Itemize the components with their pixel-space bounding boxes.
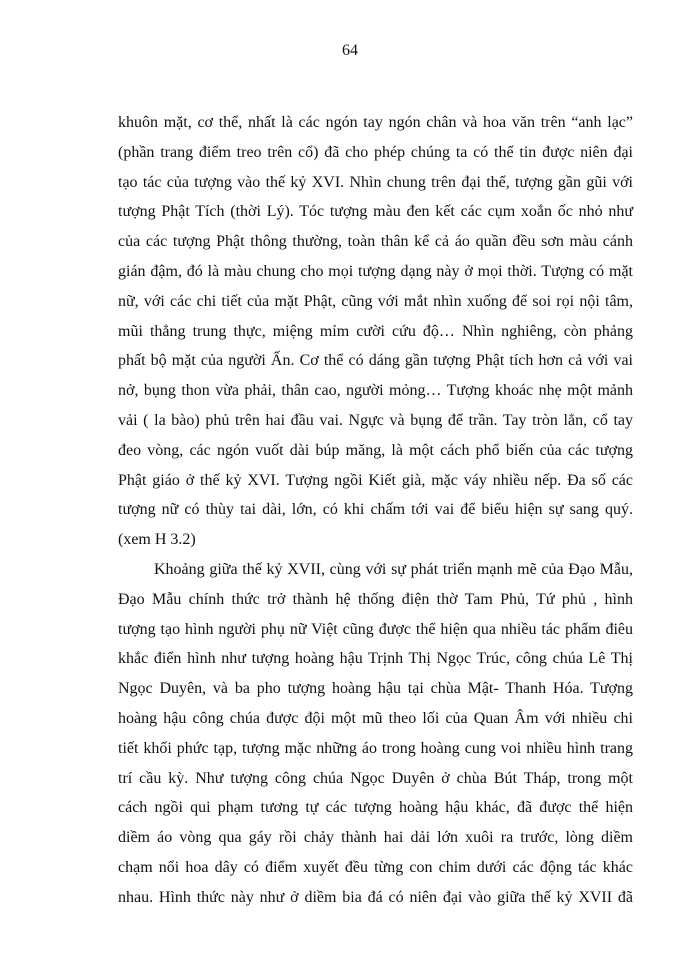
text-line: Khoảng giữa thế kỷ XVII, cùng với sự phát triển mạnh mẽ của Đạo Mẫu, xyxy=(154,560,633,578)
text-line: nhau. Hình thức này như ở diềm bia đá có niên đại vào giữa thế kỷ XVII đã xyxy=(118,888,633,906)
text-line: khắc điển hình như tượng hoàng hậu Trịnh Thị Ngọc Trúc, công chúa Lê Thị xyxy=(118,650,633,668)
text-line: nữ, với các chi tiết của mặt Phật, cũng với mắt nhìn xuống để soi rọi nội tâm, xyxy=(118,292,633,310)
page-number: 64 xyxy=(342,42,358,59)
text-line: tượng Phật Tích (thời Lý). Tóc tượng màu đen kết các cụm xoắn ốc nhỏ như xyxy=(118,203,633,221)
text-line: gián đậm, đó là màu chung cho mọi tượng dạng này ở mọi thời. Tượng có mặt xyxy=(118,262,633,280)
text-line: tiết khối phức tạp, tượng mặc những áo trong hoàng cung voi nhiều hình trang xyxy=(118,739,633,757)
paragraph xyxy=(118,108,633,555)
paragraph xyxy=(118,555,633,913)
text-line: cách ngồi qui phạm tương tự các tượng hoàng hậu khác, đã được thể hiện xyxy=(118,799,633,817)
text-line: của các tượng Phật thông thường, toàn thân kể cả áo quần đều sơn màu cánh xyxy=(118,233,633,251)
text-line: tạo tác của tượng vào thế kỷ XVI. Nhìn chung trên đại thể, tượng gần gũi với xyxy=(118,173,633,191)
text-line: Đạo Mẫu chính thức trở thành hệ thống điện thờ Tam Phủ, Tứ phủ , hình xyxy=(118,590,633,608)
text-line: chạm nổi hoa dây có điểm xuyết đều từng con chim dưới các động tác khác xyxy=(118,858,633,876)
text-line: vải ( la bào) phủ trên hai đầu vai. Ngực và bụng để trần. Tay tròn lẳn, cổ tay xyxy=(118,411,633,429)
text-line: mũi thẳng trung thực, miệng mỉm cười cứu độ… Nhìn nghiêng, còn phảng xyxy=(118,322,633,340)
text-line: Phật giáo ở thế kỷ XVI. Tượng ngồi Kiết già, mặc váy nhiều nếp. Đa số các xyxy=(118,471,633,489)
text-line: nở, bụng thon vừa phải, thân cao, người mỏng… Tượng khoác nhẹ một mảnh xyxy=(118,382,633,400)
text-line: tượng nữ có thùy tai dài, lớn, có khi chấm tới vai để biểu hiện sự sang quý. xyxy=(118,501,633,519)
text-line: đeo vòng, các ngón vuốt dài búp măng, là một cách phổ biến của các tượng xyxy=(118,441,633,459)
text-line: khuôn mặt, cơ thể, nhất là các ngón tay ngón chân và hoa văn trên “anh lạc” xyxy=(118,114,633,131)
text-line: (phần trang điểm treo trên cổ) đã cho phép chúng ta có thể tin được niên đại xyxy=(118,143,633,161)
text-line: trí cầu kỳ. Như tượng công chúa Ngọc Duyên ở chùa Bút Tháp, trong một xyxy=(118,769,633,787)
text-line: (xem H 3.2) xyxy=(118,531,196,549)
text-line: tượng tạo hình người phụ nữ Việt cũng được thể hiện qua nhiều tác phẩm điêu xyxy=(118,620,633,638)
text-line: diềm áo vòng qua gáy rồi chảy thành hai dải lớn xuôi ra trước, lòng diềm xyxy=(118,829,633,847)
body-text xyxy=(118,108,633,913)
text-line: phất bộ mặt của người Ấn. Cơ thể có dáng gần tượng Phật tích hơn cả với vai xyxy=(118,352,633,370)
text-line: hoàng hậu công chúa được đội một mũ theo lối của Quan Âm với nhiều chi xyxy=(118,709,633,727)
text-line: Ngọc Duyên, và ba pho tượng hoàng hậu tại chùa Mật- Thanh Hóa. Tượng xyxy=(118,680,633,698)
